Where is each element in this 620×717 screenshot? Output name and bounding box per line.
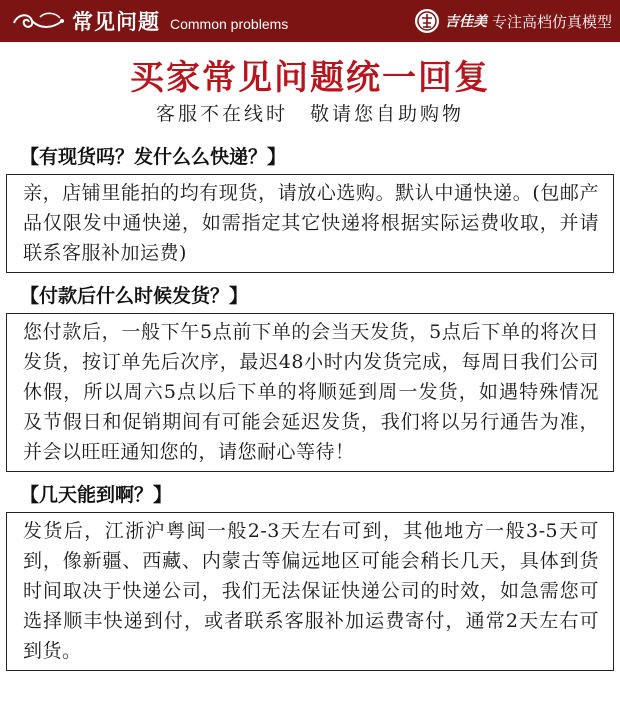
banner-right bbox=[414, 8, 612, 34]
faq-answer: 您付款后，一般下午5点前下单的会当天发货，5点后下单的将次日发货，按订单先后次序，最迟48小时内发货完成，每周日我们公司休假，所以周六5点以后下单的将顺延到周一发货，如遇特殊情况及节假日和促销期间有可能会延迟发货，我们将以另行通告为准，并会以旺旺通知您的，请您耐心等待！ bbox=[6, 313, 614, 472]
page-title: 买家常见问题统一回复 bbox=[130, 58, 490, 98]
page-subtitle: 客服不在线时 敬请您自助购物 bbox=[155, 103, 464, 125]
faq-section-stock bbox=[6, 140, 614, 273]
faq-question: 【几天能到啊？】 bbox=[20, 484, 173, 506]
brand-slogan: 专注高档仿真模型 bbox=[491, 12, 612, 31]
faq-question: 【有现货吗？发什么么快递？】 bbox=[20, 146, 287, 168]
brand-name: 吉佳美 bbox=[444, 14, 487, 30]
brand-seal-icon bbox=[414, 8, 440, 34]
faq-question: 【付款后什么时候发货？】 bbox=[20, 285, 249, 307]
faq-answer: 亲，店铺里能拍的均有现货，请放心选购。默认中通快递。(包邮产品仅限发中通快递，如需指定其它快递将根据实际运费收取，并请联系客服补加运费) bbox=[6, 174, 614, 273]
banner-title: 常见问题 bbox=[72, 10, 160, 34]
banner-subtitle: Common problems bbox=[170, 15, 289, 32]
swirl-ornament-icon bbox=[10, 9, 66, 33]
faq-section-delivery-days bbox=[6, 478, 614, 671]
top-banner bbox=[0, 0, 620, 42]
faq-section-shipping-time bbox=[6, 279, 614, 472]
banner-left bbox=[10, 6, 288, 36]
faq-answer: 发货后，江浙沪粤闽一般2-3天左右可到，其他地方一般3-5天可到，像新疆、西藏、内蒙古等偏远地区可能会稍长几天，具体到货时间取决于快递公司，我们无法保证快递公司的时效，如急需您可选择顺丰快递到付，或者联系客服补加运费寄付，通常2天左右可到货。 bbox=[6, 512, 614, 671]
